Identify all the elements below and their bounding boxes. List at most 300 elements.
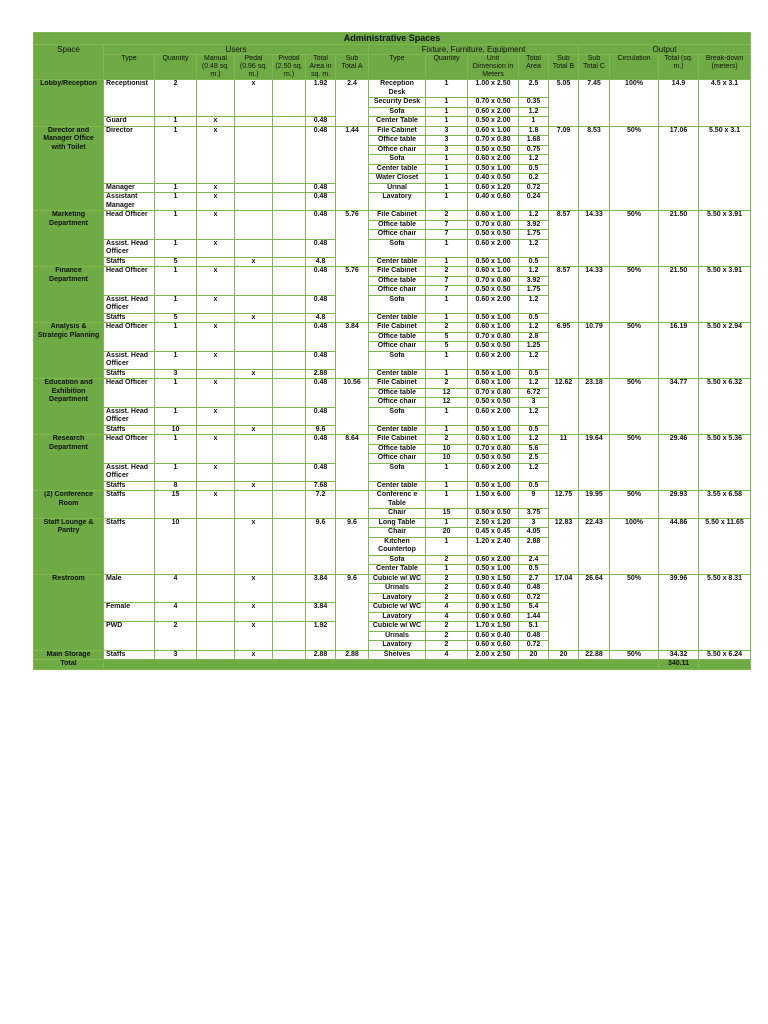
manual-mark: x xyxy=(197,435,235,464)
fixture-quantity: 1 xyxy=(426,407,468,425)
table-row xyxy=(34,491,751,509)
unit-dimension: 0.60 x 2.00 xyxy=(468,155,519,165)
subtotal-b: 6.95 xyxy=(549,323,579,379)
col-users-quantity: Quantity xyxy=(155,55,197,80)
fixture-quantity: 1 xyxy=(426,351,468,369)
subtotal-b: 8.57 xyxy=(549,211,579,267)
fixture-quantity: 1 xyxy=(426,193,468,211)
pivotal-mark xyxy=(273,313,306,323)
unit-dimension: 0.60 x 1.00 xyxy=(468,323,519,333)
unit-dimension: 0.50 x 0.50 xyxy=(468,398,519,408)
pivotal-mark xyxy=(273,211,306,240)
fixture-type: Chair xyxy=(369,509,426,519)
user-type: Head Officer xyxy=(104,267,155,296)
pivotal-mark xyxy=(273,239,306,257)
fixture-quantity: 1 xyxy=(426,565,468,575)
unit-dimension: 0.60 x 2.00 xyxy=(468,351,519,369)
col-total-area: Total Area in sq. m. xyxy=(306,55,336,80)
pivotal-mark xyxy=(273,463,306,481)
user-total-area: 0.48 xyxy=(306,267,336,296)
fixture-quantity: 1 xyxy=(426,155,468,165)
user-type: Head Officer xyxy=(104,379,155,408)
pedal-mark xyxy=(235,126,273,183)
unit-dimension: 0.90 x 1.50 xyxy=(468,603,519,613)
unit-dimension: 0.60 x 0.40 xyxy=(468,631,519,641)
total-blank xyxy=(699,660,751,670)
fixture-type: Lavatory xyxy=(369,641,426,651)
header-fixtures: Fixture, Furniture, Equipment xyxy=(369,45,579,55)
fixture-total-area: 1.2 xyxy=(519,463,549,481)
output-total: 34.77 xyxy=(659,379,699,435)
unit-dimension: 0.50 x 0.50 xyxy=(468,454,519,464)
fixture-total-area: 5.4 xyxy=(519,603,549,613)
subtotal-a: 8.64 xyxy=(336,435,369,491)
fixture-type: Center Table xyxy=(369,117,426,127)
fixture-type: Center table xyxy=(369,164,426,174)
fixture-quantity: 1 xyxy=(426,80,468,98)
fixture-type: File Cabinet xyxy=(369,435,426,445)
user-type: Assist. Head Officer xyxy=(104,351,155,369)
fixture-type: File Cabinet xyxy=(369,379,426,389)
fixture-quantity: 1 xyxy=(426,257,468,267)
fixture-type: File Cabinet xyxy=(369,267,426,277)
pivotal-mark xyxy=(273,425,306,435)
user-quantity: 1 xyxy=(155,463,197,481)
fixture-total-area: 1 xyxy=(519,117,549,127)
fixture-type: Cubicle w/ WC xyxy=(369,603,426,613)
fixture-total-area: 3 xyxy=(519,398,549,408)
unit-dimension: 0.60 x 1.00 xyxy=(468,126,519,136)
subtotal-c: 14.33 xyxy=(579,267,610,323)
user-quantity: 10 xyxy=(155,518,197,574)
pedal-mark: x xyxy=(235,574,273,603)
pivotal-mark xyxy=(273,491,306,519)
manual-mark: x xyxy=(197,463,235,481)
breakdown: 3.55 x 6.58 xyxy=(699,491,751,519)
breakdown: 5.50 x 3.1 xyxy=(699,126,751,211)
fixture-quantity: 1 xyxy=(426,117,468,127)
fixture-type: Sofa xyxy=(369,155,426,165)
output-total: 29.46 xyxy=(659,435,699,491)
unit-dimension: 0.70 x 0.80 xyxy=(468,444,519,454)
fixture-quantity: 2 xyxy=(426,631,468,641)
pedal-mark xyxy=(235,463,273,481)
pedal-mark xyxy=(235,407,273,425)
user-type: Assist. Head Officer xyxy=(104,295,155,313)
fixture-quantity: 1 xyxy=(426,425,468,435)
table-row xyxy=(34,80,751,98)
col-unit-dimension: Unit Dimension in Meters xyxy=(468,55,519,80)
fixture-type: Water Closet xyxy=(369,174,426,184)
subtotal-a: 10.56 xyxy=(336,379,369,435)
unit-dimension: 0.90 x 1.50 xyxy=(468,574,519,584)
unit-dimension: 0.60 x 2.00 xyxy=(468,407,519,425)
header-output: Output xyxy=(579,45,751,55)
fixture-quantity: 1 xyxy=(426,239,468,257)
pivotal-mark xyxy=(273,117,306,127)
fixture-quantity: 2 xyxy=(426,323,468,333)
fixture-quantity: 1 xyxy=(426,537,468,555)
subtotal-c: 22.43 xyxy=(579,518,610,574)
user-quantity: 8 xyxy=(155,481,197,491)
pedal-mark xyxy=(235,183,273,193)
fixture-total-area: 1.2 xyxy=(519,435,549,445)
unit-dimension: 0.45 x 0.45 xyxy=(468,528,519,538)
manual-mark: x xyxy=(197,351,235,369)
subtotal-a: 5.76 xyxy=(336,211,369,267)
output-total: 17.06 xyxy=(659,126,699,211)
user-quantity: 2 xyxy=(155,622,197,651)
fixture-type: Cubicle w/ WC xyxy=(369,574,426,584)
space-name: Director and Manager Office with Toilet xyxy=(34,126,104,211)
output-total: 21.50 xyxy=(659,211,699,267)
header-users: Users xyxy=(104,45,369,55)
manual-mark xyxy=(197,622,235,651)
fixture-total-area: 1.2 xyxy=(519,239,549,257)
fixture-type: Urinals xyxy=(369,631,426,641)
breakdown: 5.50 x 11.65 xyxy=(699,518,751,574)
unit-dimension: 0.70 x 0.80 xyxy=(468,136,519,146)
fixture-type: Office chair xyxy=(369,342,426,352)
user-type: Staffs xyxy=(104,518,155,574)
fixture-type: File Cabinet xyxy=(369,211,426,221)
unit-dimension: 0.50 x 1.00 xyxy=(468,369,519,379)
output-total: 21.50 xyxy=(659,267,699,323)
col-pedal: Pedal (0.96 sq. m.) xyxy=(235,55,273,80)
fixture-quantity: 7 xyxy=(426,286,468,296)
manual-mark: x xyxy=(197,379,235,408)
fixture-total-area: 20 xyxy=(519,650,549,660)
fixture-total-area: 5.1 xyxy=(519,622,549,632)
fixture-quantity: 7 xyxy=(426,230,468,240)
user-quantity: 10 xyxy=(155,425,197,435)
fixture-total-area: 1.2 xyxy=(519,323,549,333)
fixture-total-area: 2.4 xyxy=(519,555,549,565)
subtotal-a: 9.6 xyxy=(336,518,369,574)
user-quantity: 15 xyxy=(155,491,197,519)
subtotal-c: 8.53 xyxy=(579,126,610,211)
fixture-total-area: 0.72 xyxy=(519,183,549,193)
fixture-type: Chair xyxy=(369,528,426,538)
unit-dimension: 0.60 x 2.00 xyxy=(468,295,519,313)
manual-mark xyxy=(197,574,235,603)
fixture-total-area: 2.7 xyxy=(519,574,549,584)
pedal-mark xyxy=(235,379,273,408)
pivotal-mark xyxy=(273,518,306,574)
unit-dimension: 0.70 x 0.80 xyxy=(468,388,519,398)
circulation: 50% xyxy=(610,126,659,211)
user-type: Manager xyxy=(104,183,155,193)
unit-dimension: 0.50 x 0.50 xyxy=(468,509,519,519)
subtotal-c: 7.45 xyxy=(579,80,610,127)
fixture-quantity: 5 xyxy=(426,332,468,342)
subtotal-c: 23.18 xyxy=(579,379,610,435)
user-total-area: 0.48 xyxy=(306,407,336,425)
pivotal-mark xyxy=(273,193,306,211)
unit-dimension: 2.00 x 2.50 xyxy=(468,650,519,660)
user-total-area: 9.6 xyxy=(306,518,336,574)
user-total-area: 0.48 xyxy=(306,239,336,257)
fixture-total-area: 1.2 xyxy=(519,351,549,369)
manual-mark xyxy=(197,603,235,622)
manual-mark: x xyxy=(197,126,235,183)
unit-dimension: 1.20 x 2.40 xyxy=(468,537,519,555)
fixture-type: Sofa xyxy=(369,407,426,425)
unit-dimension: 0.40 x 0.50 xyxy=(468,174,519,184)
user-total-area: 0.48 xyxy=(306,463,336,481)
user-quantity: 1 xyxy=(155,239,197,257)
unit-dimension: 0.60 x 1.00 xyxy=(468,211,519,221)
unit-dimension: 0.60 x 1.00 xyxy=(468,267,519,277)
total-spacer xyxy=(104,660,659,670)
unit-dimension: 0.60 x 2.00 xyxy=(468,107,519,117)
fixture-quantity: 2 xyxy=(426,555,468,565)
table-row xyxy=(34,211,751,221)
breakdown: 4.5 x 3.1 xyxy=(699,80,751,127)
manual-mark: x xyxy=(197,211,235,240)
manual-mark xyxy=(197,518,235,574)
fixture-quantity: 2 xyxy=(426,622,468,632)
fixture-type: Sofa xyxy=(369,239,426,257)
unit-dimension: 0.50 x 0.50 xyxy=(468,342,519,352)
fixture-total-area: 1.8 xyxy=(519,126,549,136)
user-quantity: 1 xyxy=(155,435,197,464)
circulation: 50% xyxy=(610,323,659,379)
space-name: Main Storage xyxy=(34,650,104,660)
user-total-area: 0.48 xyxy=(306,183,336,193)
fixture-quantity: 4 xyxy=(426,612,468,622)
pivotal-mark xyxy=(273,407,306,425)
user-quantity: 1 xyxy=(155,267,197,296)
manual-mark xyxy=(197,650,235,660)
fixture-quantity: 15 xyxy=(426,509,468,519)
user-quantity: 4 xyxy=(155,574,197,603)
pedal-mark xyxy=(235,239,273,257)
circulation: 50% xyxy=(610,379,659,435)
table-row xyxy=(34,323,751,333)
user-type: Head Officer xyxy=(104,211,155,240)
user-total-area: 0.48 xyxy=(306,323,336,352)
subtotal-c: 10.79 xyxy=(579,323,610,379)
fixture-total-area: 1.68 xyxy=(519,136,549,146)
user-type: Guard xyxy=(104,117,155,127)
fixture-type: Office table xyxy=(369,332,426,342)
fixture-type: Office chair xyxy=(369,145,426,155)
breakdown: 5.50 x 2.94 xyxy=(699,323,751,379)
manual-mark: x xyxy=(197,117,235,127)
circulation: 50% xyxy=(610,267,659,323)
col-subtotal-c: Sub Total C xyxy=(579,55,610,80)
user-type: Staffs xyxy=(104,650,155,660)
subtotal-c: 22.88 xyxy=(579,650,610,660)
fixture-quantity: 20 xyxy=(426,528,468,538)
user-total-area: 4.8 xyxy=(306,257,336,267)
fixture-type: Office table xyxy=(369,444,426,454)
unit-dimension: 0.60 x 1.00 xyxy=(468,435,519,445)
subtotal-c: 19.64 xyxy=(579,435,610,491)
fixture-type: Office table xyxy=(369,388,426,398)
user-type: Head Officer xyxy=(104,323,155,352)
subtotal-c: 19.95 xyxy=(579,491,610,519)
output-total: 29.93 xyxy=(659,491,699,519)
subtotal-a: 2.88 xyxy=(336,650,369,660)
unit-dimension: 0.50 x 1.00 xyxy=(468,481,519,491)
pedal-mark: x xyxy=(235,80,273,117)
circulation: 50% xyxy=(610,574,659,650)
user-type: Male xyxy=(104,574,155,603)
fixture-quantity: 7 xyxy=(426,276,468,286)
fixture-total-area: 0.48 xyxy=(519,584,549,594)
user-total-area: 0.48 xyxy=(306,295,336,313)
space-name: Analysis & Strategic Planning xyxy=(34,323,104,379)
user-total-area: 1.92 xyxy=(306,80,336,117)
subtotal-b: 8.57 xyxy=(549,267,579,323)
unit-dimension: 0.70 x 0.80 xyxy=(468,220,519,230)
fixture-quantity: 2 xyxy=(426,435,468,445)
fixture-type: Office chair xyxy=(369,398,426,408)
unit-dimension: 0.70 x 0.50 xyxy=(468,98,519,108)
fixture-type: Lavatory xyxy=(369,193,426,211)
fixture-type: Office table xyxy=(369,220,426,230)
pivotal-mark xyxy=(273,295,306,313)
output-total: 34.32 xyxy=(659,650,699,660)
fixture-type: File Cabinet xyxy=(369,126,426,136)
fixture-total-area: 0.5 xyxy=(519,164,549,174)
user-total-area: 0.48 xyxy=(306,117,336,127)
user-quantity: 3 xyxy=(155,369,197,379)
user-type: Assistant Manager xyxy=(104,193,155,211)
col-subtotal-b: Sub Total B xyxy=(549,55,579,80)
fixture-type: Center table xyxy=(369,257,426,267)
manual-mark: x xyxy=(197,193,235,211)
circulation: 100% xyxy=(610,80,659,127)
user-total-area: 0.48 xyxy=(306,126,336,183)
fixture-quantity: 1 xyxy=(426,491,468,509)
pivotal-mark xyxy=(273,574,306,603)
subtotal-b: 12.75 xyxy=(549,491,579,519)
manual-mark: x xyxy=(197,183,235,193)
fixture-type: Cubicle w/ WC xyxy=(369,622,426,632)
fixture-total-area: 1.2 xyxy=(519,379,549,389)
user-type: PWD xyxy=(104,622,155,651)
fixture-total-area: 9 xyxy=(519,491,549,509)
fixture-quantity: 10 xyxy=(426,444,468,454)
user-type: Staffs xyxy=(104,491,155,519)
table-row xyxy=(34,574,751,584)
fixture-quantity: 1 xyxy=(426,174,468,184)
fixture-type: Sofa xyxy=(369,555,426,565)
breakdown: 5.50 x 6.32 xyxy=(699,379,751,435)
fixture-total-area: 0.5 xyxy=(519,369,549,379)
output-total: 16.19 xyxy=(659,323,699,379)
fixture-total-area: 6.72 xyxy=(519,388,549,398)
subtotal-a: 2.4 xyxy=(336,80,369,127)
breakdown: 5.50 x 8.31 xyxy=(699,574,751,650)
admin-spaces-table xyxy=(33,32,751,670)
fixture-quantity: 1 xyxy=(426,183,468,193)
fixture-quantity: 3 xyxy=(426,136,468,146)
subtotal-a xyxy=(336,491,369,519)
space-name: Lobby/Reception xyxy=(34,80,104,127)
space-name: Restroom xyxy=(34,574,104,650)
fixture-type: Long Table xyxy=(369,518,426,528)
table-row xyxy=(34,379,751,389)
manual-mark: x xyxy=(197,407,235,425)
user-type: Assist. Head Officer xyxy=(104,239,155,257)
unit-dimension: 0.50 x 1.00 xyxy=(468,164,519,174)
user-quantity: 4 xyxy=(155,603,197,622)
breakdown: 5.50 x 5.36 xyxy=(699,435,751,491)
col-fixture-type: Type xyxy=(369,55,426,80)
subtotal-b: 20 xyxy=(549,650,579,660)
unit-dimension: 0.50 x 1.00 xyxy=(468,313,519,323)
fixture-total-area: 0.75 xyxy=(519,145,549,155)
fixture-type: Sofa xyxy=(369,295,426,313)
fixture-quantity: 2 xyxy=(426,267,468,277)
breakdown: 5.50 x 3.91 xyxy=(699,267,751,323)
pivotal-mark xyxy=(273,622,306,651)
fixture-type: Center table xyxy=(369,481,426,491)
user-type: Assist. Head Officer xyxy=(104,463,155,481)
fixture-type: Reception Desk xyxy=(369,80,426,98)
fixture-quantity: 2 xyxy=(426,584,468,594)
circulation: 50% xyxy=(610,650,659,660)
manual-mark: x xyxy=(197,491,235,519)
fixture-quantity: 2 xyxy=(426,211,468,221)
user-type: Staffs xyxy=(104,313,155,323)
unit-dimension: 0.60 x 0.60 xyxy=(468,641,519,651)
subtotal-a: 3.84 xyxy=(336,323,369,379)
pivotal-mark xyxy=(273,650,306,660)
space-name: Research Department xyxy=(34,435,104,491)
user-total-area: 2.88 xyxy=(306,369,336,379)
col-fixture-total-area: Total Area xyxy=(519,55,549,80)
unit-dimension: 0.60 x 2.00 xyxy=(468,555,519,565)
pedal-mark: x xyxy=(235,622,273,651)
user-total-area: 0.48 xyxy=(306,211,336,240)
manual-mark xyxy=(197,313,235,323)
pivotal-mark xyxy=(273,435,306,464)
pivotal-mark xyxy=(273,323,306,352)
fixture-type: Center table xyxy=(369,313,426,323)
fixture-type: Urinals xyxy=(369,584,426,594)
pivotal-mark xyxy=(273,267,306,296)
fixture-type: Center table xyxy=(369,369,426,379)
unit-dimension: 2.50 x 1.20 xyxy=(468,518,519,528)
pedal-mark xyxy=(235,267,273,296)
manual-mark xyxy=(197,257,235,267)
grand-total: 340.11 xyxy=(659,660,699,670)
user-total-area: 1.92 xyxy=(306,622,336,651)
fixture-quantity: 1 xyxy=(426,481,468,491)
user-total-area: 4.8 xyxy=(306,313,336,323)
pedal-mark xyxy=(235,351,273,369)
col-breakdown: Break-down (meters) xyxy=(699,55,751,80)
unit-dimension: 0.70 x 0.80 xyxy=(468,276,519,286)
subtotal-b: 5.05 xyxy=(549,80,579,127)
subtotal-b: 11 xyxy=(549,435,579,491)
total-row xyxy=(34,660,751,670)
fixture-quantity: 1 xyxy=(426,98,468,108)
fixture-total-area: 2.8 xyxy=(519,332,549,342)
unit-dimension: 0.60 x 2.00 xyxy=(468,463,519,481)
unit-dimension: 0.50 x 1.00 xyxy=(468,425,519,435)
fixture-type: Center table xyxy=(369,425,426,435)
fixture-total-area: 0.72 xyxy=(519,641,549,651)
fixture-quantity: 7 xyxy=(426,220,468,230)
pivotal-mark xyxy=(273,126,306,183)
fixture-type: Urinal xyxy=(369,183,426,193)
